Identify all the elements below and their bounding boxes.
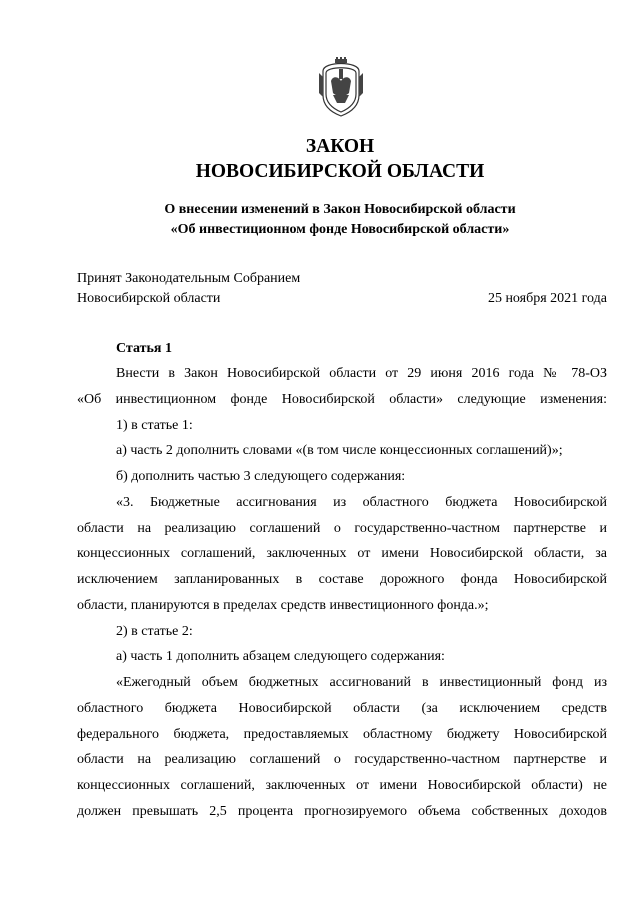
text-line: 2) в статье 2: <box>116 623 193 639</box>
text-line: области на реализацию соглашений о государственно-частном партнерстве и <box>77 520 607 536</box>
text-line: исключением запланированных в составе дорожного фонда Новосибирской <box>77 572 607 587</box>
coat-of-arms-icon <box>315 57 367 117</box>
article-heading: Статья 1 <box>116 341 172 356</box>
text-line: 1) в статье 1: <box>116 417 193 433</box>
text-line: концессионных соглашений, заключенных от имени Новосибирской области) не <box>77 778 607 793</box>
article-body <box>77 364 607 828</box>
text-line: б) дополнить частью 3 следующего содержания: <box>116 469 406 484</box>
law-subtitle <box>0 200 640 240</box>
adoption-line2: Новосибирской области <box>77 291 221 306</box>
law-title <box>0 134 640 184</box>
adoption-block <box>77 269 607 309</box>
law-title-line2: НОВОСИБИРСКОЙ ОБЛАСТИ <box>195 161 485 182</box>
text-line: Внести в Закон Новосибирской области от 29 июня 2016 года № 78-ОЗ <box>116 366 607 381</box>
text-line: области, планируются в пределах средств инвестиционного фонда.»; <box>77 597 489 613</box>
text-line: области на реализацию соглашений о государственно-частном партнерстве и <box>77 752 607 768</box>
subtitle-line1: О внесении изменений в Закон Новосибирской области <box>164 202 516 217</box>
law-title-line1: ЗАКОН <box>305 136 375 157</box>
adoption-date: 25 ноября 2021 года <box>487 291 607 306</box>
text-line: областного бюджета Новосибирской области (за исключением средств <box>77 700 607 716</box>
adoption-line1: Принят Законодательным Собранием <box>77 271 301 286</box>
text-line: должен превышать 2,5 процента прогнозируемого объема собственных доходов <box>77 803 607 819</box>
subtitle-line2: «Об инвестиционном фонде Новосибирской области» <box>170 222 510 237</box>
text-line: концессионных соглашений, заключенных от имени Новосибирской области, за <box>77 546 607 562</box>
text-line: а) часть 1 дополнить абзацем следующего содержания: <box>116 649 445 665</box>
text-line: федерального бюджета, предоставляемых областному бюджету Новосибирской <box>77 726 607 742</box>
text-line: а) часть 2 дополнить словами «(в том числе концессионных соглашений)»; <box>116 443 563 459</box>
text-line: «Об инвестиционном фонде Новосибирской области» следующие изменения: <box>77 391 607 407</box>
text-line: «3. Бюджетные ассигнования из областного бюджета Новосибирской <box>116 494 607 510</box>
text-line: «Ежегодный объем бюджетных ассигнований в инвестиционный фонд из <box>116 675 607 690</box>
